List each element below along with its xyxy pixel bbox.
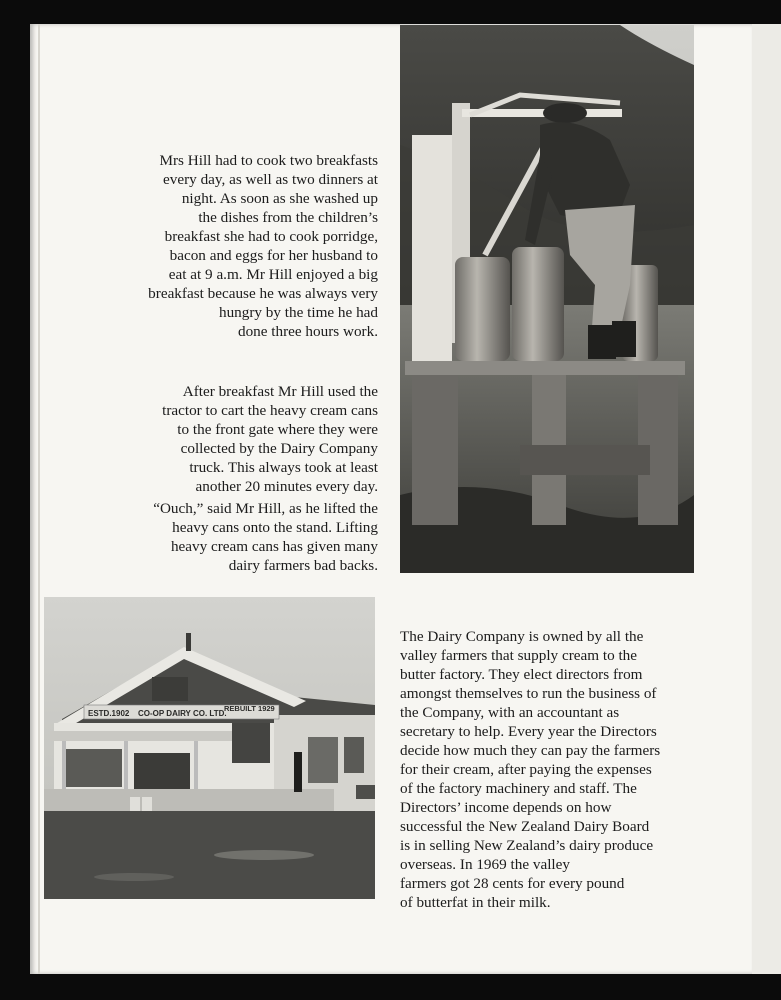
- text-line: dairy farmers bad backs.: [228, 557, 378, 574]
- text-line: truck. This always took at least: [189, 459, 378, 476]
- text-line: tractor to cart the heavy cream cans: [162, 402, 378, 419]
- text-line: every day, as well as two dinners at: [163, 171, 378, 188]
- breakfast-paragraph: [100, 151, 378, 341]
- ouch-paragraph: [100, 499, 378, 575]
- text-line: “Ouch,” said Mr Hill, as he lifted the: [153, 500, 378, 517]
- text-line: another 20 minutes every day.: [195, 478, 378, 495]
- text-line: farmers got 28 cents for every pound: [400, 875, 625, 892]
- text-line: is in selling New Zealand’s dairy produce: [400, 837, 654, 854]
- text-line: breakfast because he was always very: [148, 285, 378, 302]
- text-line: valley farmers that supply cream to the: [400, 647, 638, 664]
- text-line: After breakfast Mr Hill used the: [182, 383, 378, 400]
- text-line: of butterfat in their milk.: [400, 894, 551, 911]
- text-line: The Dairy Company is owned by all the: [400, 628, 644, 645]
- text-line: heavy cans onto the stand. Lifting: [172, 519, 378, 536]
- factory-sign-rebuilt: REBUILT 1929: [224, 704, 275, 713]
- text-line: of the factory machinery and staff. The: [400, 780, 637, 797]
- tractor-paragraph: [100, 382, 378, 496]
- text-line: hungry by the time he had: [218, 304, 378, 321]
- dairy-factory-illustration: [44, 597, 375, 899]
- text-line: Directors’ income depends on how: [400, 799, 612, 816]
- text-line: decide how much they can pay the farmers: [400, 742, 661, 759]
- page-fold: [38, 24, 40, 974]
- cream-can-stand-photo: [400, 25, 694, 573]
- next-page-edge: [752, 24, 781, 974]
- text-line: bacon and eggs for her husband to: [169, 247, 378, 264]
- dairy-factory-photo: [44, 597, 375, 899]
- factory-sign-name: CO-OP DAIRY CO. LTD.: [138, 709, 227, 718]
- text-line: butter factory. They elect directors from: [400, 666, 643, 683]
- text-line: night. As soon as she washed up: [181, 190, 378, 207]
- text-line: the Company, with an accountant as: [400, 704, 620, 721]
- text-line: for their cream, after paying the expenses: [400, 761, 652, 778]
- text-line: secretary to help. Every year the Directors: [400, 723, 657, 740]
- text-line: Mrs Hill had to cook two breakfasts: [159, 152, 378, 169]
- text-line: eat at 9 a.m. Mr Hill enjoyed a big: [168, 266, 378, 283]
- text-line: breakfast she had to cook porridge,: [164, 228, 378, 245]
- cream-can-stand-illustration: [400, 25, 694, 573]
- text-line: the dishes from the children’s: [198, 209, 378, 226]
- text-line: heavy cream cans has given many: [170, 538, 378, 555]
- text-line: amongst themselves to run the business of: [400, 685, 657, 702]
- text-line: successful the New Zealand Dairy Board: [400, 818, 650, 835]
- factory-sign-est: ESTD.1902: [88, 709, 130, 718]
- dairy-company-paragraph: [400, 627, 700, 912]
- text-line: to the front gate where they were: [177, 421, 378, 438]
- text-line: collected by the Dairy Company: [180, 440, 378, 457]
- text-line: done three hours work.: [237, 323, 378, 340]
- text-line: overseas. In 1969 the valley: [400, 856, 570, 873]
